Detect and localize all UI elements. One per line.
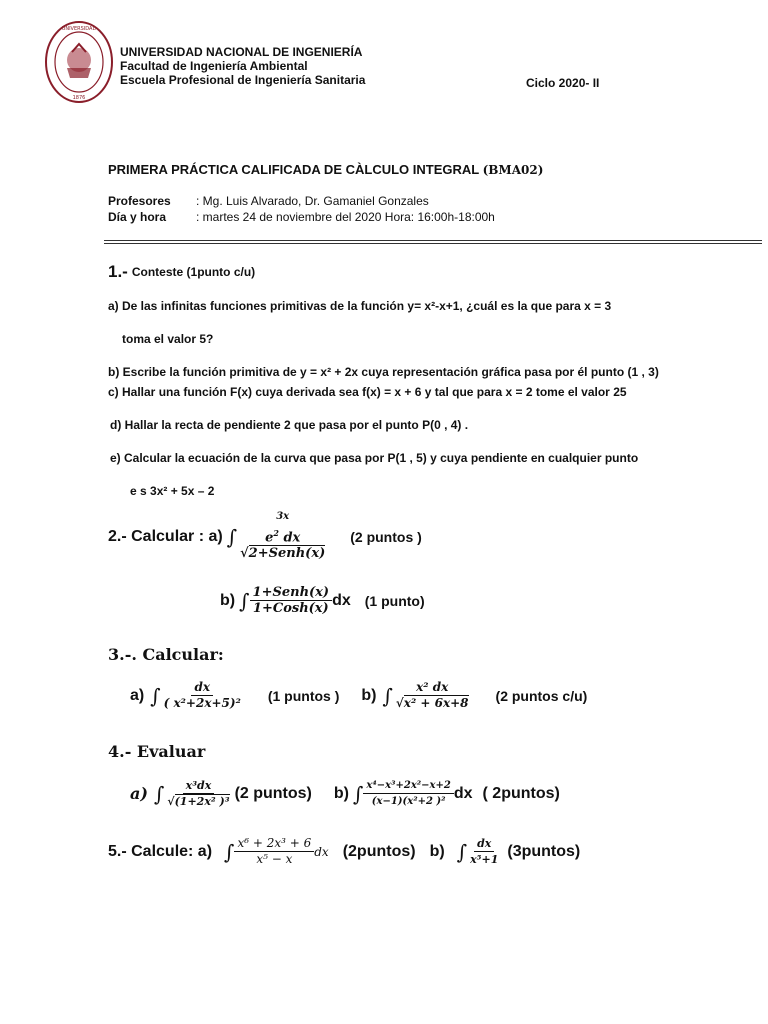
q2-a-den: 2+Senh(x) [248, 546, 326, 562]
q2-b-fraction [250, 585, 333, 616]
q2-a-num: e [265, 530, 274, 546]
title-main: PRIMERA PRÁCTICA CALIFICADA DE CÀLCULO INTEGRAL [108, 162, 479, 177]
q4-a-label: a) [130, 784, 148, 803]
cycle-label: Ciclo 2020- II [526, 76, 600, 90]
page-title [108, 162, 543, 177]
university-seal [44, 20, 114, 104]
q1-a-line2: toma el valor 5? [122, 332, 214, 346]
q3-b-points: (2 puntos c/u) [495, 687, 588, 704]
q3-b-num: x² dx [413, 680, 451, 696]
q4-b-points: ( 2puntos) [482, 784, 560, 802]
q2-b-num: 1+Senh(x) [250, 585, 333, 601]
q2-a-dx: dx [283, 530, 301, 546]
q5-a-fraction [234, 836, 314, 867]
q3-a-den: ( x²+2x+5)² [163, 696, 241, 710]
q4-b-den: (x−1)(x²+2 )² [371, 796, 446, 807]
q5-b-label: b) [429, 842, 445, 860]
q5-b-points: (3puntos) [507, 842, 581, 860]
q1-d: d) Hallar la recta de pendiente 2 que pasa por el punto P(0 , 4) . [110, 418, 469, 432]
integral-sign: ∫ [239, 588, 250, 613]
integral-sign: ∫ [150, 683, 161, 708]
q2-b-points: (1 punto) [364, 592, 425, 609]
faculty-name: Facultad de Ingeniería Ambiental [120, 59, 308, 73]
date-value: : martes 24 de noviembre del 2020 Hora: 16:00h-18:00h [196, 210, 495, 224]
q4-a-fraction: $\frac{\text{x³dx}}{\text{√(1+2x² )³}}$ [167, 779, 230, 808]
q1-intro: Conteste (1punto c/u) [131, 265, 256, 279]
title-code: (BMA02) [482, 163, 544, 177]
q4-a-num: x³dx [183, 778, 215, 794]
university-name: UNIVERSIDAD NACIONAL DE INGENIERÍA [120, 45, 363, 59]
svg-text:1876: 1876 [72, 95, 86, 101]
q2-b-dx: dx [332, 591, 351, 609]
q1-c: c) Hallar una función F(x) cuya derivada sea f(x) = x + 6 y tal que para x = 2 tome el valor 25 [108, 385, 627, 399]
q4-label: 4.- Evaluar [108, 742, 206, 761]
school-name: Escuela Profesional de Ingeniería Sanitaria [120, 73, 366, 87]
q3-b-label: b) [361, 686, 377, 704]
q3-label: 3.-. Calcular: [108, 645, 224, 664]
q4-b-dx: dx [453, 784, 473, 802]
integral-sign: ∫ [226, 524, 238, 549]
q5-b-fraction [467, 836, 501, 867]
q2-b-label: b) [220, 591, 236, 609]
integral-sign: ∫ [456, 839, 468, 864]
svg-text:UNIVERSIDAD: UNIVERSIDAD [61, 26, 97, 32]
q1-e-line2: e s 3x² + 5x – 2 [130, 484, 215, 498]
q1-e-line1: e) Calcular la ecuación de la curva que pasa por P(1 , 5) y cuya pendiente en cualquier punto [110, 451, 639, 465]
q2-a-exp: 3x [276, 511, 290, 522]
q3-b-fraction: $\frac{\text{x² dx}}{\text{√x² + 6x+8}}$ [395, 680, 469, 710]
q4-a-points: (2 puntos) [234, 784, 312, 802]
q5-label: 5.- Calcule: a) [108, 842, 213, 860]
q1-b: b) Escribe la función primitiva de y = x² + 2x cuya representación gráfica pasa por él punto (1 , 3) [108, 365, 659, 379]
q1-number: 1.- [108, 262, 128, 281]
q3-a-points: (1 puntos ) [267, 687, 340, 704]
q2-a-points: (2 puntos ) [350, 528, 422, 545]
q5-b-den: x⁵+1 [470, 853, 499, 866]
q4-b-label: b) [333, 784, 349, 802]
q1-a-line1: a) De las infinitas funciones primitivas de la función y= x²-x+1, ¿cuál es la que para x = 3 [108, 299, 612, 313]
integral-sign: ∫ [153, 781, 165, 806]
q3-a-label: a) [130, 686, 145, 704]
professors-value: : Mg. Luis Alvarado, Dr. Gamaniel Gonzales [196, 194, 429, 208]
q4-b-fraction [363, 778, 453, 809]
integral-sign: ∫ [224, 839, 235, 864]
q5-a-dx: dx [314, 844, 329, 859]
q4-a-den: (1+2x² )³ [174, 795, 230, 808]
q2-b-den: 1+Cosh(x) [252, 601, 329, 616]
date-label: Día y hora [108, 210, 167, 224]
q5-a-den: x⁵ − x [256, 852, 293, 866]
q2-label: 2.- Calcular : a) [108, 527, 223, 545]
q5-a-points: (2puntos) [342, 842, 416, 860]
q2-a-exp-den: 2 [273, 528, 279, 538]
q3-b-den: x² + 6x+8 [403, 696, 469, 710]
professors-label: Profesores [108, 194, 171, 208]
q3-a-num: dx [191, 680, 213, 696]
q5-a-num: x⁶ + 2x³ + 6 [234, 836, 314, 852]
q5-b-num: dx [474, 836, 494, 852]
q4-b-num: x⁴−x³+2x²−x+2 [363, 778, 453, 794]
divider [104, 240, 762, 244]
integral-sign: ∫ [353, 781, 364, 806]
q3-a-fraction [161, 680, 244, 711]
integral-sign: ∫ [382, 683, 393, 708]
q2-a-fraction: 3x $e^2$ dx √2+Senh(x) [240, 511, 326, 562]
